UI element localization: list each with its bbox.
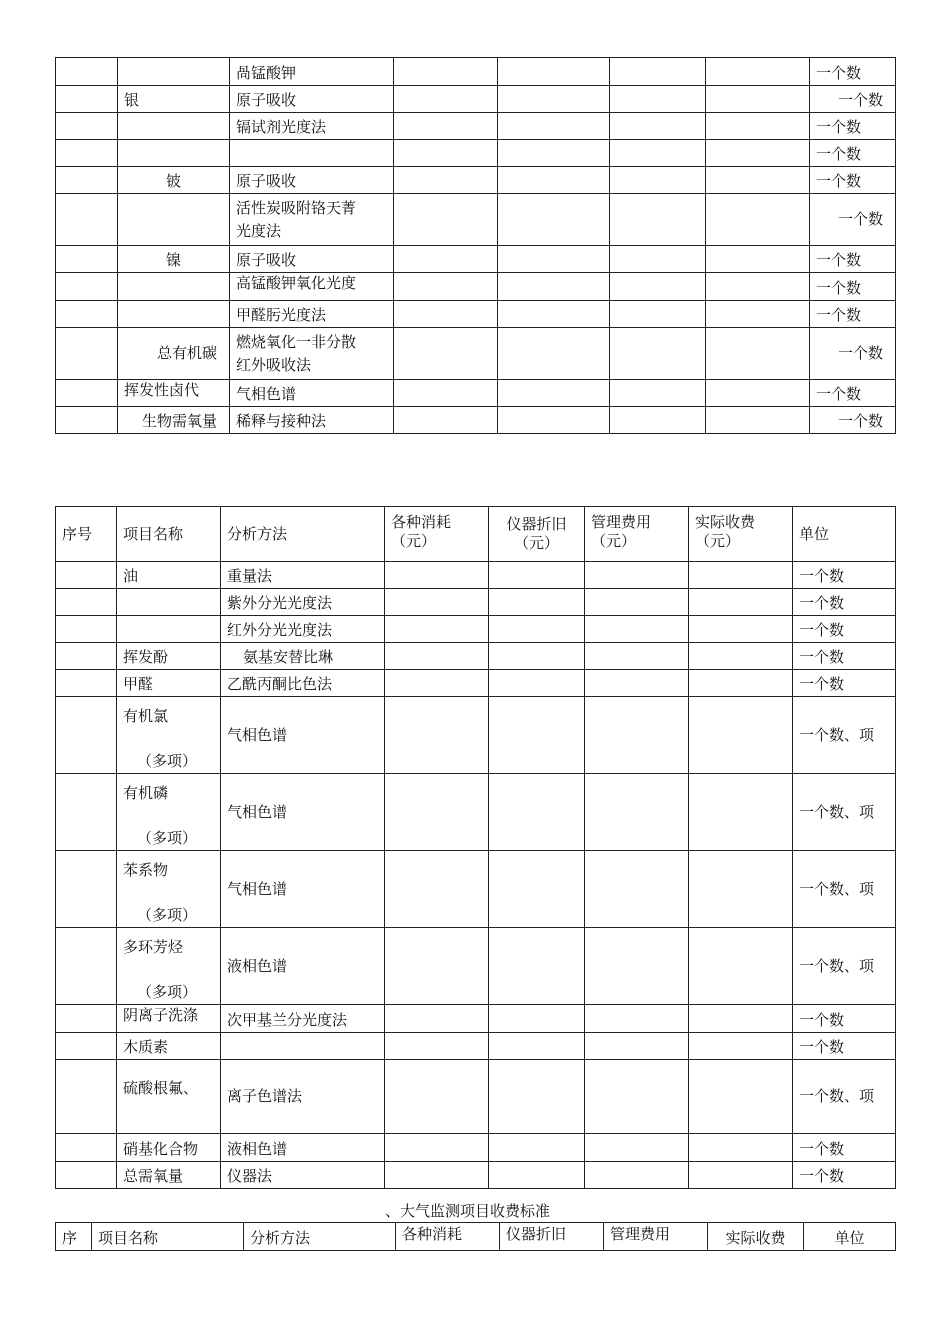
- table-row: [56, 113, 896, 140]
- header-unit: 单位: [804, 1223, 896, 1251]
- item-sub-label: （多项）: [137, 906, 198, 924]
- table-header-row: [56, 1223, 896, 1251]
- item-name: 阴离子洗涤: [117, 1005, 221, 1033]
- header-consumption: 各种消耗 （元）: [385, 507, 489, 562]
- unit-cell: 一个数: [810, 58, 896, 86]
- table-row: [56, 643, 896, 670]
- header-item: 项目名称: [92, 1223, 244, 1251]
- unit-cell: 一个数: [793, 643, 896, 670]
- item-name: 生物需氧量: [118, 407, 230, 434]
- table-row: [56, 774, 896, 851]
- unit-cell: 一个数: [810, 194, 896, 246]
- unit-cell: 一个数: [793, 616, 896, 643]
- item-name: 油: [117, 562, 221, 589]
- method-cell: [230, 140, 394, 167]
- method-cell: 液相色谱: [221, 1134, 385, 1162]
- item-name: 木质素: [117, 1033, 221, 1060]
- table-row: [56, 273, 896, 301]
- method-cell: 活性炭吸附铬天菁 光度法: [230, 194, 394, 246]
- table-row: [56, 851, 896, 928]
- unit-cell: 一个数: [793, 1162, 896, 1189]
- table-row: [56, 167, 896, 194]
- method-cell: 咼锰酸钾: [230, 58, 394, 86]
- method-cell: 原子吸收: [230, 167, 394, 194]
- unit-cell: 一个数: [793, 670, 896, 697]
- header-consumption: 各种消耗: [396, 1223, 500, 1251]
- table-row: [56, 562, 896, 589]
- method-cell: 红外分光光度法: [221, 616, 385, 643]
- method-cell: 仪器法: [221, 1162, 385, 1189]
- unit-cell: 一个数: [793, 562, 896, 589]
- table-row: [56, 58, 896, 86]
- unit-cell: 一个数: [810, 86, 896, 113]
- item-name: 总需氧量: [117, 1162, 221, 1189]
- header-no: 序: [56, 1223, 92, 1251]
- table-header-row: [56, 507, 896, 562]
- header-management: 管理费用 （元）: [585, 507, 689, 562]
- table-row: [56, 1134, 896, 1162]
- table-row: [56, 1005, 896, 1033]
- item-name: [118, 301, 230, 328]
- item-name: [118, 140, 230, 167]
- table-row: [56, 407, 896, 434]
- method-cell: 气相色谱: [221, 851, 385, 928]
- table-row: [56, 697, 896, 774]
- item-name: [117, 616, 221, 643]
- method-cell: 镉试剂光度法: [230, 113, 394, 140]
- unit-cell: 一个数: [810, 407, 896, 434]
- header-method: 分析方法: [244, 1223, 396, 1251]
- method-cell: 乙酰丙酮比色法: [221, 670, 385, 697]
- item-label: 有机氯: [123, 707, 169, 725]
- item-name: [118, 273, 230, 301]
- item-sub-label: （多项）: [137, 752, 198, 770]
- unit-cell: 一个数、项: [793, 928, 896, 1005]
- item-name: [117, 851, 221, 928]
- item-name: 硫酸根氟、: [117, 1060, 221, 1134]
- section-title: 、大气监测项目收费标准: [385, 1202, 551, 1220]
- unit-cell: 一个数、项: [793, 851, 896, 928]
- table-row: [56, 140, 896, 167]
- item-name: [118, 113, 230, 140]
- table-row: [56, 670, 896, 697]
- unit-cell: 一个数: [793, 1005, 896, 1033]
- table-row: [56, 86, 896, 113]
- method-cell: 气相色谱: [221, 697, 385, 774]
- unit-cell: 一个数: [810, 246, 896, 273]
- item-name: 挥发酚: [117, 643, 221, 670]
- item-name: [118, 58, 230, 86]
- header-depreciation: 仪器折旧 （元）: [489, 507, 585, 562]
- table-row: [56, 1033, 896, 1060]
- method-cell: 紫外分光光度法: [221, 589, 385, 616]
- item-name: 甲醛: [117, 670, 221, 697]
- method-cell: 甲醛肟光度法: [230, 301, 394, 328]
- method-cell: 稀释与接种法: [230, 407, 394, 434]
- header-actual: 实际收费: [708, 1223, 804, 1251]
- water-fee-table-continued: [55, 57, 896, 434]
- table-row: [56, 246, 896, 273]
- table-row: [56, 380, 896, 407]
- unit-cell: 一个数: [810, 273, 896, 301]
- method-cell: 离子色谱法: [221, 1060, 385, 1134]
- item-name: 镍: [118, 246, 230, 273]
- unit-cell: 一个数: [793, 1134, 896, 1162]
- item-name: 铍: [118, 167, 230, 194]
- unit-cell: 一个数、项: [793, 1060, 896, 1134]
- item-name: [117, 928, 221, 1005]
- method-cell: 高锰酸钾氧化光度: [230, 273, 394, 301]
- item-name: 银: [118, 86, 230, 113]
- table-row: [56, 928, 896, 1005]
- method-cell: 液相色谱: [221, 928, 385, 1005]
- method-cell: 原子吸收: [230, 246, 394, 273]
- unit-cell: 一个数: [810, 167, 896, 194]
- header-management: 管理费用: [604, 1223, 708, 1251]
- method-cell: 原子吸收: [230, 86, 394, 113]
- unit-cell: 一个数: [793, 1033, 896, 1060]
- unit-cell: 一个数: [793, 589, 896, 616]
- unit-cell: 一个数、项: [793, 697, 896, 774]
- method-cell: 气相色谱: [230, 380, 394, 407]
- header-item: 项目名称: [117, 507, 221, 562]
- item-name: [117, 589, 221, 616]
- item-name: 硝基化合物: [117, 1134, 221, 1162]
- unit-cell: 一个数: [810, 328, 896, 380]
- header-no: 序号: [56, 507, 117, 562]
- item-label: 有机磷: [123, 784, 169, 802]
- water-fee-table: [55, 506, 896, 1189]
- item-name: [118, 194, 230, 246]
- table-row: [56, 1060, 896, 1134]
- header-method: 分析方法: [221, 507, 385, 562]
- method-cell: 氨基安替比琳: [221, 643, 385, 670]
- item-name: 总有机碳: [118, 328, 230, 380]
- unit-cell: 一个数: [810, 301, 896, 328]
- item-sub-label: （多项）: [137, 983, 198, 1001]
- unit-cell: 一个数: [810, 140, 896, 167]
- method-cell: 燃烧氧化一非分散 红外吸收法: [230, 328, 394, 380]
- item-name: [117, 774, 221, 851]
- item-sub-label: （多项）: [137, 829, 198, 847]
- method-cell: 次甲基兰分光度法: [221, 1005, 385, 1033]
- header-actual: 实际收费 （元）: [689, 507, 793, 562]
- air-fee-table: [55, 1222, 896, 1251]
- method-cell: 气相色谱: [221, 774, 385, 851]
- header-unit: 单位: [793, 507, 896, 562]
- item-name: [117, 697, 221, 774]
- table-row: [56, 1162, 896, 1189]
- header-depreciation: 仪器折旧: [500, 1223, 604, 1251]
- table-row: [56, 194, 896, 246]
- table-row: [56, 616, 896, 643]
- unit-cell: 一个数、项: [793, 774, 896, 851]
- table-row: [56, 589, 896, 616]
- unit-cell: 一个数: [810, 380, 896, 407]
- table-row: [56, 301, 896, 328]
- item-name: 挥发性卤代: [118, 380, 230, 407]
- method-cell: 重量法: [221, 562, 385, 589]
- unit-cell: 一个数: [810, 113, 896, 140]
- table-row: [56, 328, 896, 380]
- item-label: 多环芳烃: [123, 938, 184, 956]
- item-label: 苯系物: [123, 861, 169, 879]
- method-cell: [221, 1033, 385, 1060]
